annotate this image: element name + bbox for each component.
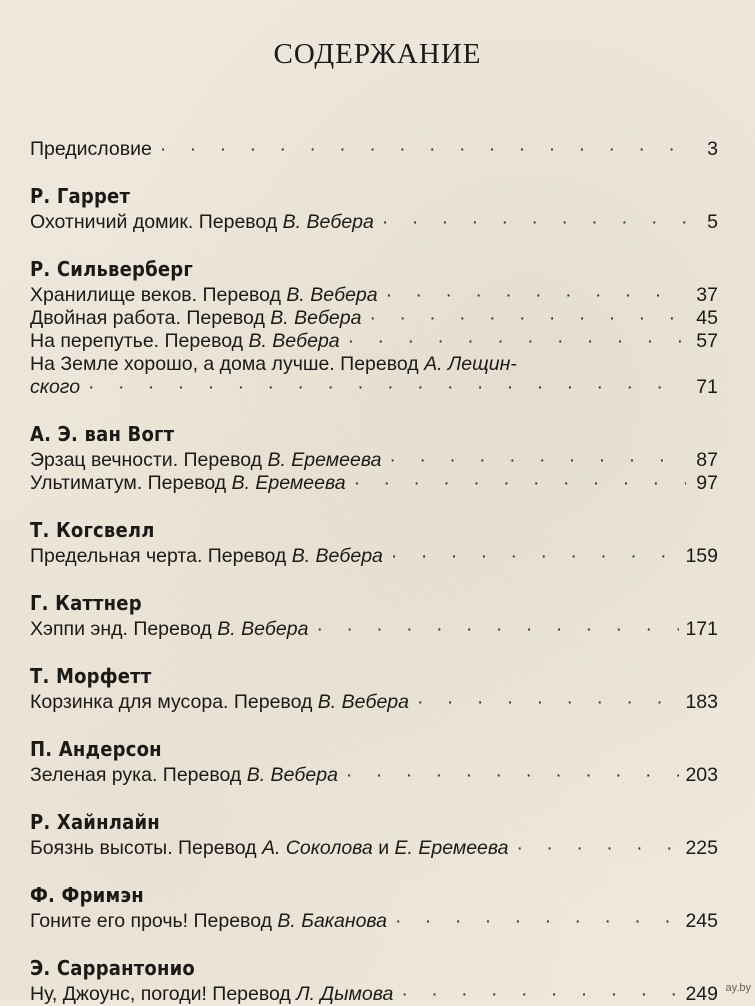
toc-section xyxy=(30,419,718,495)
table-of-contents xyxy=(30,138,718,1006)
toc-entry xyxy=(30,837,718,860)
translator-name: В. Вебера xyxy=(217,618,309,640)
entry-title: Гоните его прочь! Перевод xyxy=(30,910,278,932)
translator-connector: и xyxy=(372,837,395,859)
author-name: Р. Хайнлайн xyxy=(30,810,160,834)
page-number: 183 xyxy=(685,691,718,713)
translator-name: В. Еремеева xyxy=(267,449,382,471)
toc-entry xyxy=(30,545,718,568)
dot-leader xyxy=(401,983,679,1006)
dot-leader xyxy=(346,764,680,787)
entry-title: Зеленая рука. Перевод xyxy=(30,764,247,786)
author-name: Г. Каттнер xyxy=(30,591,142,615)
page-number: 57 xyxy=(696,330,718,352)
page-number: 249 xyxy=(685,983,718,1005)
entry-title: Хранилище веков. Перевод xyxy=(30,284,287,306)
dot-leader xyxy=(386,284,686,307)
dot-leader xyxy=(417,691,679,714)
translator-name: В. Вебера xyxy=(291,545,383,567)
translator-name: А. Соколова xyxy=(261,837,373,859)
translator-name: В. Вебера xyxy=(246,764,338,786)
toc-section xyxy=(30,880,718,933)
page-number: 37 xyxy=(696,284,718,306)
dot-leader xyxy=(316,618,679,641)
toc-entry xyxy=(30,449,718,472)
entry-title: Предисловие xyxy=(30,138,152,160)
entry-title: Ну, Джоунс, погоди! Перевод xyxy=(30,983,297,1005)
page-number: 203 xyxy=(685,764,718,786)
toc-section xyxy=(30,515,718,568)
toc-section xyxy=(30,807,718,860)
entry-title: Эрзац вечности. Перевод xyxy=(30,449,268,471)
translator-name: ского xyxy=(30,376,81,398)
dot-leader xyxy=(369,307,686,330)
page-number: 71 xyxy=(696,376,718,398)
translator-name: Е. Еремеева xyxy=(394,837,509,859)
author-name: Т. Морфетт xyxy=(30,664,152,688)
toc-section xyxy=(30,254,718,399)
author-name: А. Э. ван Вогт xyxy=(30,422,175,446)
dot-leader xyxy=(517,837,680,860)
translator-name: В. Вебера xyxy=(286,284,378,306)
entry-title: На перепутье. Перевод xyxy=(30,330,249,352)
entry-title: Предельная черта. Перевод xyxy=(30,545,292,567)
entry-title: На Земле хорошо, а дома лучше. Перевод xyxy=(30,353,425,375)
page-number: 159 xyxy=(685,545,718,567)
entry-title: Ультиматум. Перевод xyxy=(30,472,232,494)
dot-leader xyxy=(391,545,680,568)
author-name: Ф. Фримэн xyxy=(30,883,144,907)
translator-name: В. Вебера xyxy=(317,691,409,713)
entry-title: Хэппи энд. Перевод xyxy=(30,618,218,640)
dot-leader xyxy=(88,376,686,399)
entry-title: Двойная работа. Перевод xyxy=(30,307,271,329)
dot-leader xyxy=(348,330,686,353)
toc-entry xyxy=(30,284,718,307)
toc-entry xyxy=(30,330,718,353)
dot-leader xyxy=(382,211,686,234)
toc-section xyxy=(30,181,718,234)
toc-entry xyxy=(30,307,718,330)
translator-name: В. Баканова xyxy=(277,910,388,932)
toc-entry-continuation xyxy=(30,376,718,399)
author-name: Р. Гаррет xyxy=(30,184,131,208)
site-watermark: ay.by xyxy=(725,982,751,994)
translator-name: Л. Дымова xyxy=(296,983,394,1005)
toc-entry xyxy=(30,353,718,376)
translator-name: В. Вебера xyxy=(282,211,374,233)
entry-title: Охотничий домик. Перевод xyxy=(30,211,283,233)
page-number: 97 xyxy=(696,472,718,494)
page-number: 171 xyxy=(685,618,718,640)
toc-entry xyxy=(30,910,718,933)
toc-entry-preface xyxy=(30,138,718,161)
author-name: Р. Сильверберг xyxy=(30,257,193,281)
page-number: 5 xyxy=(707,211,718,233)
translator-name: А. Лещин- xyxy=(424,353,517,375)
author-name: Т. Когсвелл xyxy=(30,518,155,542)
toc-section xyxy=(30,588,718,641)
toc-entry xyxy=(30,472,718,495)
author-name: Э. Саррантонио xyxy=(30,956,195,980)
toc-section xyxy=(30,734,718,787)
page-number: 245 xyxy=(685,910,718,932)
dot-leader xyxy=(389,449,686,472)
translator-name: В. Еремеева xyxy=(231,472,346,494)
page-number: 87 xyxy=(696,449,718,471)
dot-leader xyxy=(160,138,686,161)
dot-leader xyxy=(395,910,679,933)
page-title: СОДЕРЖАНИЕ xyxy=(273,38,482,70)
toc-section xyxy=(30,953,718,1006)
page-number: 3 xyxy=(707,138,718,160)
toc-section xyxy=(30,661,718,714)
entry-title: Боязнь высоты. Перевод xyxy=(30,837,262,859)
page-number: 225 xyxy=(685,837,718,859)
entry-title: Корзинка для мусора. Перевод xyxy=(30,691,318,713)
page-number: 45 xyxy=(696,307,718,329)
toc-entry xyxy=(30,691,718,714)
toc-entry xyxy=(30,983,718,1006)
dot-leader xyxy=(354,472,686,495)
translator-name: В. Вебера xyxy=(270,307,362,329)
toc-entry xyxy=(30,211,718,234)
toc-entry xyxy=(30,764,718,787)
author-name: П. Андерсон xyxy=(30,737,162,761)
translator-name: В. Вебера xyxy=(248,330,340,352)
toc-entry xyxy=(30,618,718,641)
